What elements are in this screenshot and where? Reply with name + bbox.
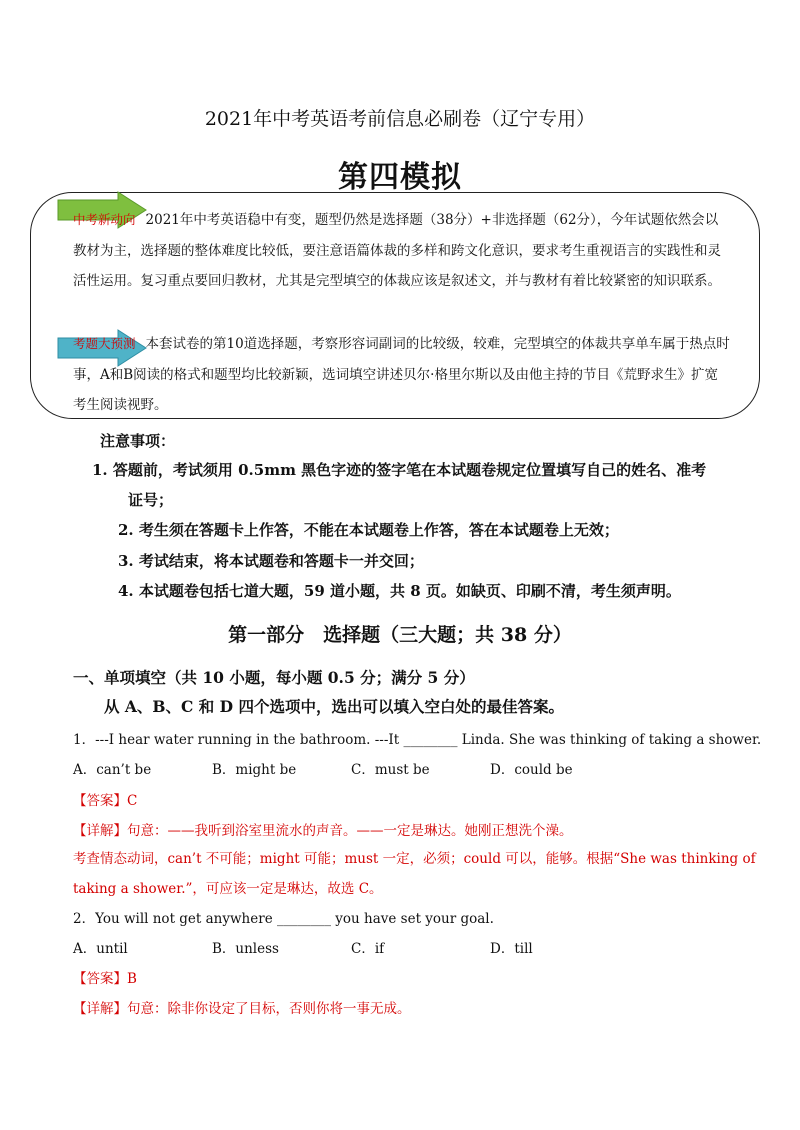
option-c: C．must be bbox=[351, 762, 430, 778]
option-d: D．could be bbox=[490, 762, 573, 778]
info-paragraph-1: 中考新动向 2021年中考英语稳中有变，题型仍然是选择题（38分）+非选择题（62分），今年试题依然会以教材为主，选择题的整体难度比较低，要注意语篇体裁的多样和跨文化意识，要求考生重视语言的实践性和灵活性运用。复习重点要回归教材，尤其是完型填空的体裁应该是叙述文，并与教材有着比较紧密的知识联系。 bbox=[73, 212, 721, 289]
notice-item-1-cont: 证号； bbox=[128, 491, 174, 509]
answer-value: B bbox=[127, 971, 137, 987]
section-heading: 一、单项填空（共 10 小题，每小题 0.5 分；满分 5 分） bbox=[73, 668, 475, 687]
part-heading: 第一部分 选择题（三大题；共 38 分） bbox=[228, 624, 572, 646]
detail-extra-2: taking a shower.”，可应该一定是琳达，故选 C。 bbox=[73, 881, 383, 897]
info-tag-prediction: 考题大预测 bbox=[73, 336, 136, 351]
notice-item-4: 4. 本试题卷包括七道大题，59 道小题，共 8 页。如缺页、印刷不清，考生须声明。 bbox=[118, 582, 681, 600]
option-d: D．till bbox=[490, 941, 533, 957]
page-title: 2021年中考英语考前信息必刷卷（辽宁专用） bbox=[204, 108, 596, 130]
notice-heading: 注意事项： bbox=[100, 432, 176, 450]
page-subtitle: 第四模拟 bbox=[338, 160, 462, 195]
section-instruction: 从 A、B、C 和 D 四个选项中，选出可以填入空白处的最佳答案。 bbox=[104, 697, 564, 716]
detail-extra-1: 考查情态动词，can’t 不可能；might 可能；must 一定，必须；could 可以，能够。根据“She was thinking of bbox=[73, 851, 756, 867]
option-b: B．might be bbox=[212, 762, 297, 778]
answer-line: 【答案】B bbox=[73, 971, 137, 987]
info-tag-trend: 中考新动向 bbox=[73, 212, 136, 227]
option-a: A．can’t be bbox=[73, 762, 152, 778]
question-stem: 1．---I hear water running in the bathroom. ---It ________ Linda. She was thinking of taking a shower. bbox=[73, 732, 762, 748]
notice-item-3: 3. 考试结束，将本试题卷和答题卡一并交回； bbox=[118, 552, 424, 570]
answer-value: C bbox=[127, 793, 138, 809]
notice-item-1: 1. 答题前，考试须用 0.5mm 黑色字迹的签字笔在本试题卷规定位置填写自己的姓名、准考 bbox=[92, 461, 707, 479]
detail-line: 【详解】句意：除非你设定了目标，否则你将一事无成。 bbox=[73, 1001, 411, 1017]
option-a: A．until bbox=[73, 941, 128, 957]
question-stem: 2．You will not get anywhere ________ you have set your goal. bbox=[73, 911, 494, 927]
info-paragraph-2: 考题大预测 本套试卷的第10道选择题，考察形容词副词的比较级，较难，完型填空的体裁共享单车属于热点时事，A和B阅读的格式和题型均比较新颖，选词填空讲述贝尔·格里尔斯以及由他主持的节目《荒野求生》扩宽考生阅读视野。 bbox=[73, 336, 730, 413]
detail-line: 【详解】句意：——我听到浴室里流水的声音。——一定是琳达。她刚正想洗个澡。 bbox=[73, 823, 573, 839]
option-b: B．unless bbox=[212, 941, 279, 957]
notice-item-2: 2. 考生须在答题卡上作答，不能在本试题卷上作答，答在本试题卷上无效； bbox=[118, 521, 619, 539]
answer-line: 【答案】C bbox=[73, 793, 138, 809]
option-c: C．if bbox=[351, 941, 385, 957]
